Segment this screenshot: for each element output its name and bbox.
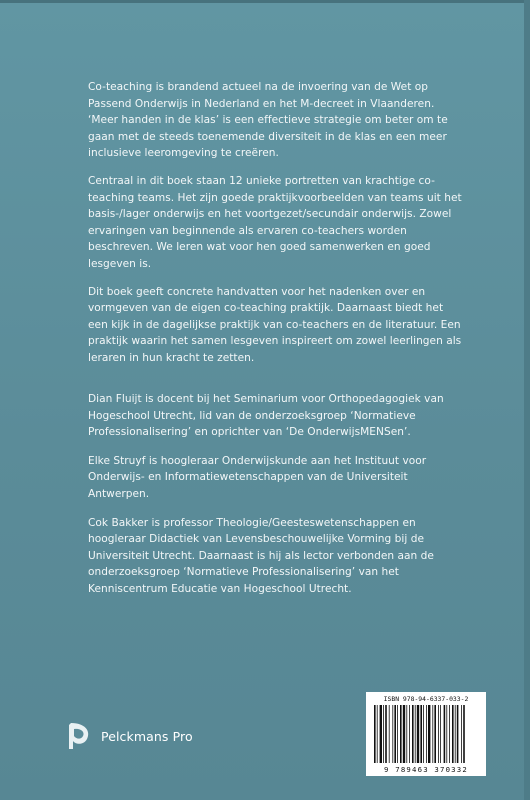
cover-top-edge <box>0 0 530 3</box>
author-bio-bakker: Cok Bakker is professor Theologie/Geesteswetenschappen en hoogleraar Didactiek van Levensbeschouwelijke Vorming bij de Universiteit Utrecht. Daarnaast is hij als lector verbonden aan de onderzoeksgroep ‘Normatieve Professionalisering’ van het Kenniscentrum Educatie van Hogeschool Utrecht. <box>88 516 434 595</box>
isbn-barcode-block <box>366 692 486 776</box>
cover-spine-edge <box>524 0 530 800</box>
barcode <box>372 705 480 763</box>
author-bio-struyf: Elke Struyf is hoogleraar Onderwijskunde aan het Instituut voor Onderwijs- en Informatiewetenschappen van de Universiteit Antwerpen. <box>88 454 427 500</box>
publisher-name: Pelckmans Pro <box>101 728 193 744</box>
publisher-logo <box>67 721 193 751</box>
isbn-label: ISBN 978-94-6337-033-2 <box>383 695 469 703</box>
pelckmans-logo-icon <box>67 721 93 751</box>
author-bio-fluijt: Dian Fluijt is docent bij het Seminarium voor Orthopedagogiek van Hogeschool Utrecht, lid van de onderzoeksgroep ‘Normatieve Professionalisering’ en oprichter van ‘De OnderwijsMENSen’. <box>88 393 444 439</box>
isbn-digits: 9 789463 370332 <box>384 765 468 774</box>
description-paragraph-2: Centraal in dit boek staan 12 unieke portretten van krachtige co-teaching teams. Het zijn goede praktijkvoorbeelden van teams uit het basis-/lager onderwijs en het voortgezet/secundair onderwijs. Zowel ervaringen van beginnende als ervaren co-teachers worden beschreven. We leren wat voor hen goed samenwerken en goed lesgeven is. <box>88 174 462 270</box>
book-description <box>88 79 463 378</box>
description-paragraph-1: Co-teaching is brandend actueel na de invoering van de Wet op Passend Onderwijs in Nederland en het M-decreet in Vlaanderen. ‘Meer handen in de klas’ is een effectieve strategie om beter om te gaan met de steeds toenemende diversiteit in de klas en een meer inclusieve leeromgeving te creëren. <box>88 81 448 160</box>
author-bios <box>88 391 463 610</box>
description-paragraph-3: Dit boek geeft concrete handvatten voor het nadenken over en vormgeven van de eigen co-teaching praktijk. Daarnaast biedt het een kijk in de dagelijkse praktijk van co-teachers en de literatuur. Een praktijk waarin het samen lesgeven inspireert om zowel leerlingen als leraren in hun kracht te zetten. <box>88 285 462 364</box>
